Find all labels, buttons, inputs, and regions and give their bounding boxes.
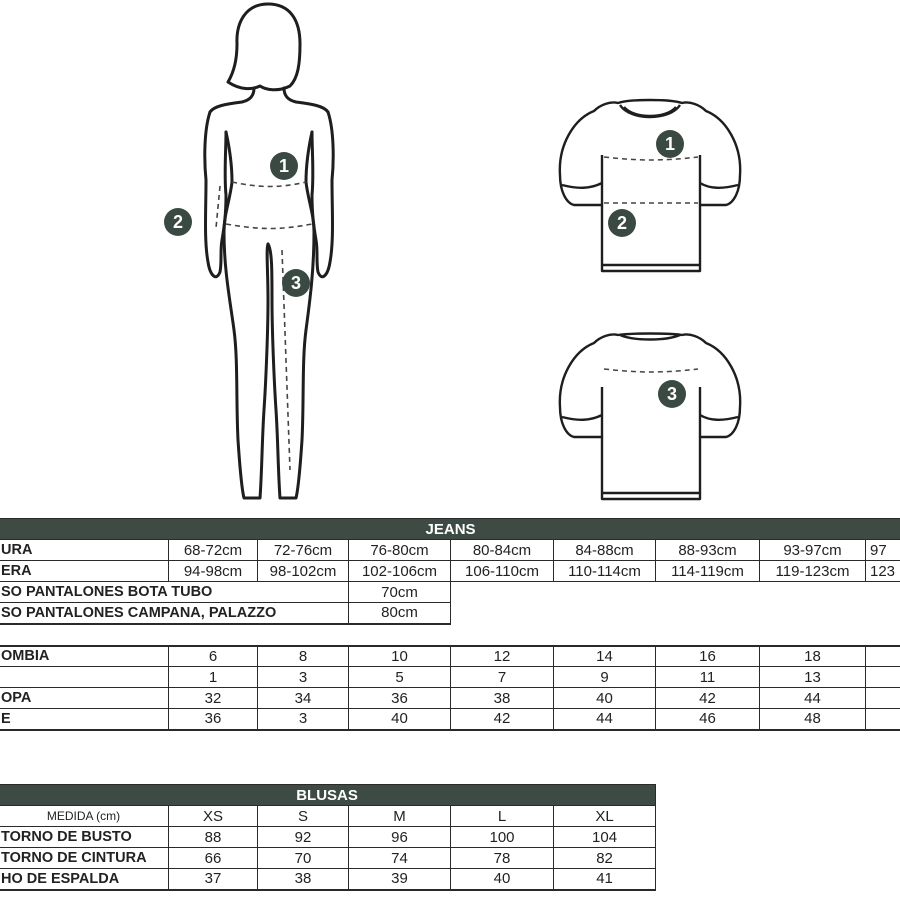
figure-badge-2 — [164, 208, 192, 236]
blouse-back-badge-3 — [658, 380, 686, 408]
row-label: OMBIA — [0, 646, 169, 667]
table-cell: 76-80cm — [349, 540, 451, 561]
table-cell: 106-110cm — [451, 561, 554, 582]
row-label: SO PANTALONES BOTA TUBO — [0, 582, 349, 603]
table-cell: 38 — [451, 688, 554, 709]
blusas-title: BLUSAS — [0, 785, 656, 806]
table-cell: 84-88cm — [554, 540, 656, 561]
table-cell: 34 — [258, 688, 349, 709]
figure-badge-1 — [270, 152, 298, 180]
table-row — [0, 667, 900, 688]
table-cell: 1 — [169, 667, 258, 688]
table-cell — [866, 667, 900, 688]
table-header-row — [0, 806, 656, 827]
table-row — [0, 540, 900, 561]
table-cell: 18 — [760, 646, 866, 667]
table-cell: 93-97cm — [760, 540, 866, 561]
table-cell: 70cm — [349, 582, 451, 603]
table-cell: 48 — [760, 709, 866, 730]
table-cell: 72-76cm — [258, 540, 349, 561]
row-label: TORNO DE CINTURA — [0, 848, 169, 869]
table-cell: 104 — [554, 827, 656, 848]
table-cell: 78 — [451, 848, 554, 869]
row-label: HO DE ESPALDA — [0, 869, 169, 890]
jeans-size-table — [0, 518, 900, 731]
table-cell: 40 — [349, 709, 451, 730]
row-label: SO PANTALONES CAMPANA, PALAZZO — [0, 603, 349, 624]
table-cell: 88-93cm — [656, 540, 760, 561]
table-cell: 100 — [451, 827, 554, 848]
body-outline-drawing — [150, 0, 370, 505]
table-cell: 96 — [349, 827, 451, 848]
svg-text:1: 1 — [664, 134, 676, 154]
measure-header: MEDIDA (cm) — [0, 806, 169, 827]
blouse-front-illustration — [550, 95, 750, 275]
size-header: XL — [554, 806, 656, 827]
table-cell: 3 — [258, 667, 349, 688]
table-cell: 44 — [554, 709, 656, 730]
table-cell: 9 — [554, 667, 656, 688]
blusas-size-table — [0, 784, 656, 891]
table-cell: 110-114cm — [554, 561, 656, 582]
blouse-back-illustration — [550, 325, 750, 505]
table-row — [0, 582, 900, 603]
spacer-row — [0, 624, 900, 646]
blouse-front-badge-1 — [656, 130, 684, 158]
table-cell: 70 — [258, 848, 349, 869]
table-cell: 123 — [866, 561, 900, 582]
blank-cell — [451, 603, 900, 624]
svg-text:3: 3 — [290, 273, 302, 293]
table-cell: 97 — [866, 540, 900, 561]
table-cell: 68-72cm — [169, 540, 258, 561]
blank-cell — [451, 582, 900, 603]
size-header: L — [451, 806, 554, 827]
table-cell — [866, 688, 900, 709]
table-cell: 80cm — [349, 603, 451, 624]
table-cell: 40 — [451, 869, 554, 890]
table-cell: 39 — [349, 869, 451, 890]
table-row — [0, 603, 900, 624]
table-cell: 14 — [554, 646, 656, 667]
table-cell: 40 — [554, 688, 656, 709]
table-cell: 82 — [554, 848, 656, 869]
blouse-front-drawing — [550, 95, 750, 275]
table-cell: 3 — [258, 709, 349, 730]
blouse-back-drawing — [550, 325, 750, 505]
table-cell: 88 — [169, 827, 258, 848]
svg-text:2: 2 — [172, 212, 184, 232]
table-cell: 38 — [258, 869, 349, 890]
table-cell — [866, 709, 900, 730]
table-cell: 102-106cm — [349, 561, 451, 582]
table-cell: 41 — [554, 869, 656, 890]
size-header: XS — [169, 806, 258, 827]
table-cell: 42 — [451, 709, 554, 730]
table-row — [0, 869, 656, 890]
table-cell: 37 — [169, 869, 258, 890]
table-row — [0, 827, 656, 848]
table-cell: 46 — [656, 709, 760, 730]
table-cell: 74 — [349, 848, 451, 869]
table-cell: 5 — [349, 667, 451, 688]
svg-text:2: 2 — [616, 213, 628, 233]
table-cell: 114-119cm — [656, 561, 760, 582]
table-cell: 92 — [258, 827, 349, 848]
table-cell: 16 — [656, 646, 760, 667]
blank-cell — [0, 624, 900, 646]
table-cell: 44 — [760, 688, 866, 709]
table-row — [0, 848, 656, 869]
table-cell: 8 — [258, 646, 349, 667]
table-cell: 66 — [169, 848, 258, 869]
svg-text:1: 1 — [278, 156, 290, 176]
table-cell: 10 — [349, 646, 451, 667]
row-label: ERA — [0, 561, 169, 582]
size-header: S — [258, 806, 349, 827]
table-row — [0, 709, 900, 730]
table-row — [0, 688, 900, 709]
svg-text:3: 3 — [666, 384, 678, 404]
row-label: URA — [0, 540, 169, 561]
table-cell: 80-84cm — [451, 540, 554, 561]
table-cell: 11 — [656, 667, 760, 688]
blouse-front-badge-2 — [608, 209, 636, 237]
table-cell: 13 — [760, 667, 866, 688]
table-cell: 119-123cm — [760, 561, 866, 582]
size-header: M — [349, 806, 451, 827]
table-cell: 98-102cm — [258, 561, 349, 582]
table-cell: 42 — [656, 688, 760, 709]
table-cell: 12 — [451, 646, 554, 667]
figure-badge-3 — [282, 269, 310, 297]
jeans-title: JEANS — [0, 519, 900, 540]
table-cell: 94-98cm — [169, 561, 258, 582]
body-figure-illustration — [150, 0, 370, 505]
table-cell: 36 — [349, 688, 451, 709]
row-label — [0, 667, 169, 688]
table-row — [0, 646, 900, 667]
table-cell: 6 — [169, 646, 258, 667]
row-label: E — [0, 709, 169, 730]
table-cell: 36 — [169, 709, 258, 730]
row-label: TORNO DE BUSTO — [0, 827, 169, 848]
table-row — [0, 561, 900, 582]
row-label: OPA — [0, 688, 169, 709]
table-cell: 7 — [451, 667, 554, 688]
table-cell — [866, 646, 900, 667]
table-cell: 32 — [169, 688, 258, 709]
